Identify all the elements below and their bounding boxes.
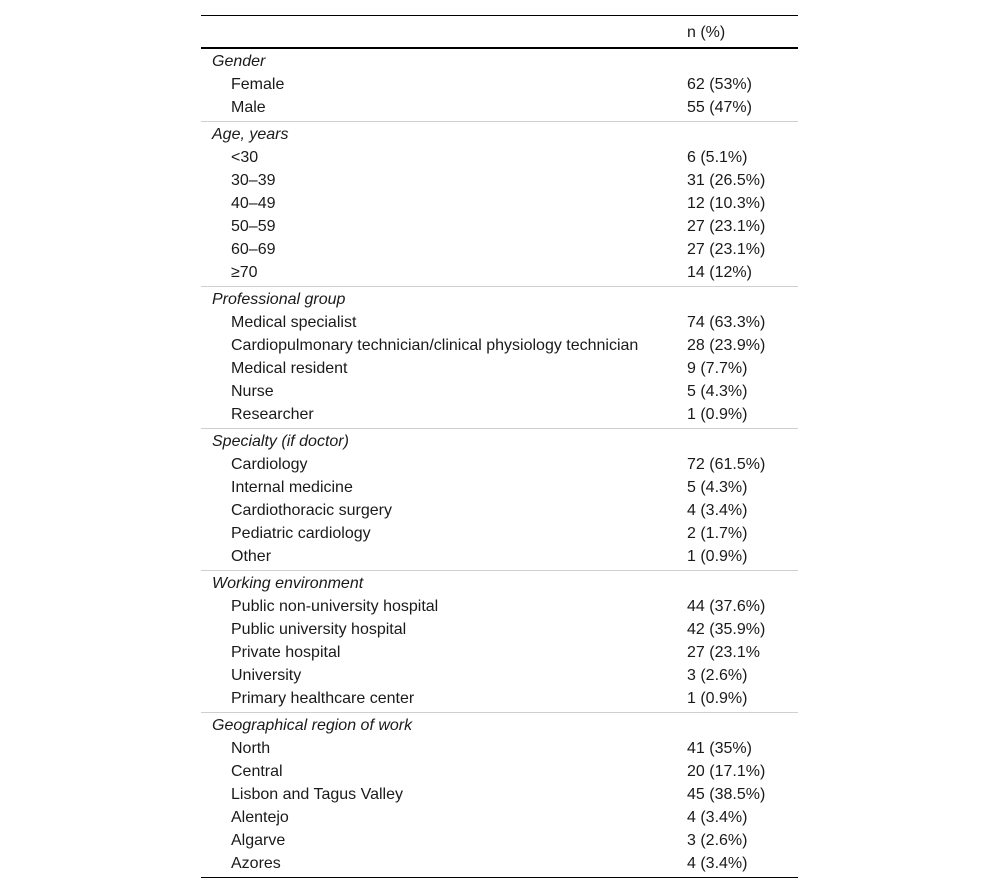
table-row xyxy=(201,664,798,687)
category-label: Age, years xyxy=(212,126,289,143)
row-value: 42 (35.9%) xyxy=(687,621,766,638)
table-row xyxy=(201,852,798,875)
category-row xyxy=(201,49,798,73)
category-label: Professional group xyxy=(212,291,346,308)
row-value: 1 (0.9%) xyxy=(687,548,748,565)
category-label: Geographical region of work xyxy=(212,717,413,734)
table-row xyxy=(201,215,798,238)
row-value: 27 (23.1% xyxy=(687,644,760,661)
table-section xyxy=(201,571,798,713)
row-label: Primary healthcare center xyxy=(231,690,415,707)
row-label: Azores xyxy=(231,855,281,872)
row-value: 5 (4.3%) xyxy=(687,383,748,400)
category-row xyxy=(201,122,798,146)
row-label: Public university hospital xyxy=(231,621,407,638)
table-row xyxy=(201,403,798,426)
table-section xyxy=(201,49,798,122)
row-label: Medical resident xyxy=(231,360,348,377)
category-label: Specialty (if doctor) xyxy=(212,433,349,450)
table-row xyxy=(201,476,798,499)
table-row xyxy=(201,499,798,522)
table-row xyxy=(201,806,798,829)
row-value: 44 (37.6%) xyxy=(687,598,766,615)
row-value: 2 (1.7%) xyxy=(687,525,748,542)
row-label: Other xyxy=(231,548,272,565)
table-row xyxy=(201,737,798,760)
row-value: 14 (12%) xyxy=(687,264,752,281)
row-value: 55 (47%) xyxy=(687,99,752,116)
table-section xyxy=(201,287,798,429)
table-row xyxy=(201,261,798,284)
row-label: Nurse xyxy=(231,383,274,400)
table-section xyxy=(201,429,798,571)
table-row xyxy=(201,73,798,96)
row-value: 5 (4.3%) xyxy=(687,479,748,496)
row-label: University xyxy=(231,667,302,684)
table-section xyxy=(201,713,798,878)
table-row xyxy=(201,760,798,783)
table-row xyxy=(201,169,798,192)
row-label: <30 xyxy=(231,149,259,166)
table-row xyxy=(201,783,798,806)
row-value: 4 (3.4%) xyxy=(687,809,748,826)
row-value: 62 (53%) xyxy=(687,76,752,93)
category-row xyxy=(201,571,798,595)
row-value: 3 (2.6%) xyxy=(687,832,748,849)
table-row xyxy=(201,311,798,334)
row-label: ≥70 xyxy=(231,264,258,281)
row-label: Medical specialist xyxy=(231,314,357,331)
row-label: 40–49 xyxy=(231,195,276,212)
row-value: 12 (10.3%) xyxy=(687,195,766,212)
table-row xyxy=(201,545,798,568)
row-label: Male xyxy=(231,99,266,116)
row-value: 4 (3.4%) xyxy=(687,502,748,519)
row-value: 74 (63.3%) xyxy=(687,314,766,331)
table-section xyxy=(201,122,798,287)
row-value: 45 (38.5%) xyxy=(687,786,766,803)
table-row xyxy=(201,618,798,641)
row-value: 72 (61.5%) xyxy=(687,456,766,473)
row-value: 31 (26.5%) xyxy=(687,172,766,189)
row-value: 6 (5.1%) xyxy=(687,149,748,166)
row-label: Cardiothoracic surgery xyxy=(231,502,392,519)
row-value: 1 (0.9%) xyxy=(687,690,748,707)
row-label: Private hospital xyxy=(231,644,341,661)
table-row xyxy=(201,687,798,710)
row-label: Internal medicine xyxy=(231,479,353,496)
row-label: Algarve xyxy=(231,832,286,849)
column-header-n-percent: n (%) xyxy=(687,24,726,41)
table-row xyxy=(201,357,798,380)
table-body xyxy=(201,49,798,878)
table-row xyxy=(201,238,798,261)
row-label: Researcher xyxy=(231,406,314,423)
table-row xyxy=(201,595,798,618)
table-header-row xyxy=(201,16,798,49)
table-row xyxy=(201,192,798,215)
row-value: 3 (2.6%) xyxy=(687,667,748,684)
row-label: 60–69 xyxy=(231,241,276,258)
category-row xyxy=(201,713,798,737)
table-row xyxy=(201,380,798,403)
table-row xyxy=(201,96,798,119)
row-value: 41 (35%) xyxy=(687,740,752,757)
row-label: Lisbon and Tagus Valley xyxy=(231,786,403,803)
row-label: Female xyxy=(231,76,285,93)
row-label: 30–39 xyxy=(231,172,276,189)
category-label: Working environment xyxy=(212,575,364,592)
row-value: 27 (23.1%) xyxy=(687,241,766,258)
table-row xyxy=(201,334,798,357)
row-label: Public non-university hospital xyxy=(231,598,439,615)
category-label: Gender xyxy=(212,53,266,70)
row-label: Central xyxy=(231,763,283,780)
table-row xyxy=(201,829,798,852)
row-value: 28 (23.9%) xyxy=(687,337,766,354)
row-label: Pediatric cardiology xyxy=(231,525,371,542)
table-row xyxy=(201,522,798,545)
row-label: Cardiology xyxy=(231,456,308,473)
row-value: 1 (0.9%) xyxy=(687,406,748,423)
row-label: North xyxy=(231,740,271,757)
table-row xyxy=(201,641,798,664)
row-value: 9 (7.7%) xyxy=(687,360,748,377)
row-label: Alentejo xyxy=(231,809,289,826)
row-label: 50–59 xyxy=(231,218,276,235)
row-label: Cardiopulmonary technician/clinical physiology technician xyxy=(231,337,639,354)
row-value: 4 (3.4%) xyxy=(687,855,748,872)
row-value: 27 (23.1%) xyxy=(687,218,766,235)
category-row xyxy=(201,429,798,453)
table-row xyxy=(201,146,798,169)
category-row xyxy=(201,287,798,311)
table-row xyxy=(201,453,798,476)
row-value: 20 (17.1%) xyxy=(687,763,766,780)
demographics-table xyxy=(201,15,798,878)
